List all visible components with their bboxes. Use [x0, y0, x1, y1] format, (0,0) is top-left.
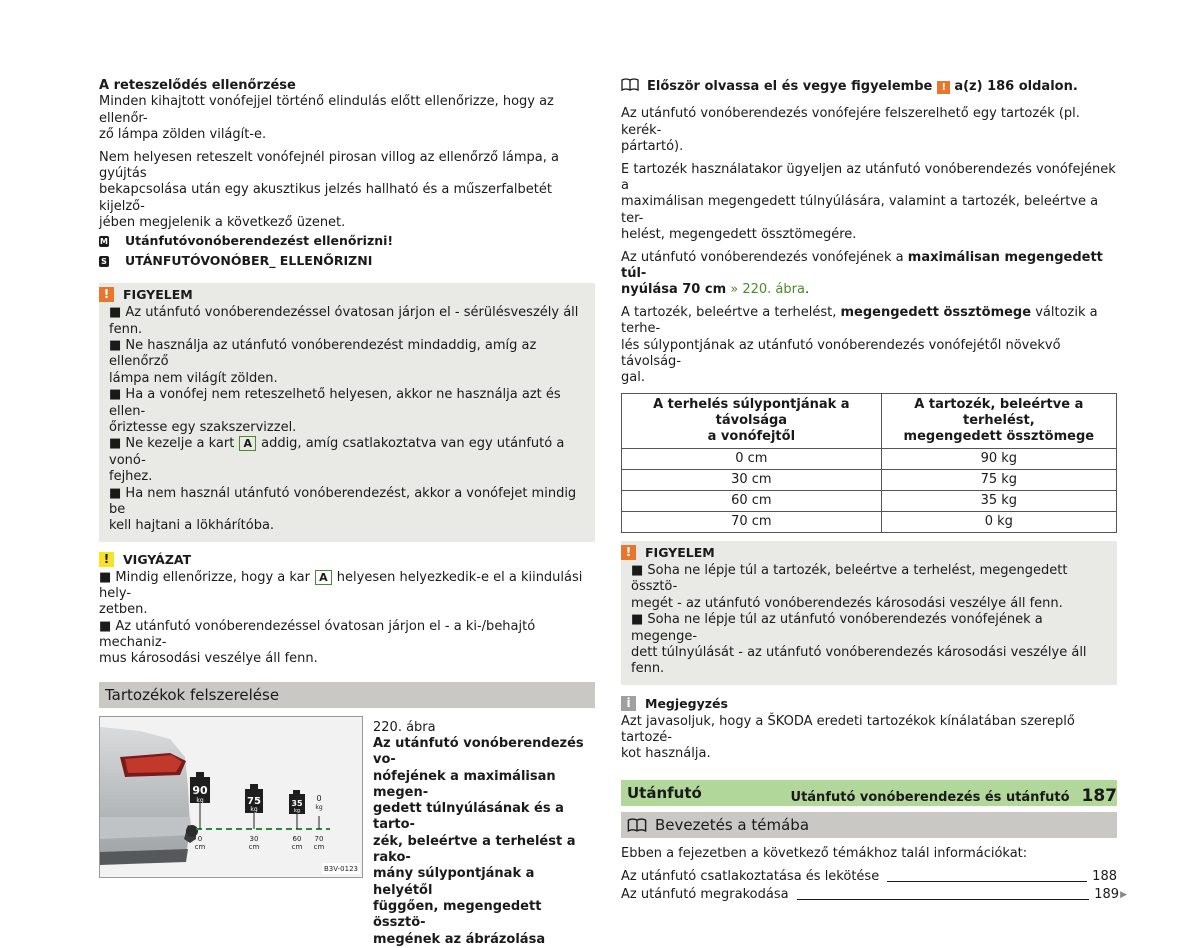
- warning-line: dett túlnyúlását - az utánfutó vonóberendezés károsodási veszélye áll: [631, 645, 1087, 661]
- book-icon: [627, 818, 647, 832]
- svg-text:0: 0: [316, 793, 322, 803]
- right-column: [621, 78, 1127, 904]
- caution-icon: !: [99, 552, 114, 567]
- intro-text: Ebben a fejezetben a következő témákhoz talál információkat:: [621, 845, 1028, 861]
- para-1: Az utánfutó vonóberendezés vonófejére felszerelhető egy tartozék (pl. kerék-: [621, 106, 1080, 138]
- caption-line: gedett túlnyúlásának és a tarto-: [373, 801, 564, 833]
- left-column: [99, 78, 595, 948]
- lock-check-title: A reteszelődés ellenőrzése: [99, 78, 296, 93]
- caution-title: VIGYÁZAT: [123, 551, 192, 567]
- first-read-note: Először olvassa el és vegye figyelembe ! a(z) 186 oldalon.: [621, 78, 1117, 96]
- book-icon: [621, 78, 639, 96]
- svg-text:75: 75: [247, 795, 261, 807]
- info-icon: i: [621, 696, 636, 711]
- warning-line: lámpa nem világít zölden.: [109, 370, 278, 386]
- figure-caption: [373, 716, 586, 948]
- caution-line: mus károsodási veszélye áll fenn.: [99, 651, 318, 667]
- warning-line: fenn.: [109, 321, 143, 337]
- caution-line-lever: ■ Mindig ellenőrizze, hogy a kar A helyesen helyezkedik-e el a kiindulási hely-: [99, 569, 583, 602]
- para-4b: lés súlypontjának az utánfutó vonóberendezés vonófejétől növekvő távolság-: [621, 337, 1061, 369]
- toc-label[interactable]: Az utánfutó megrakodása: [621, 887, 789, 903]
- note-block: [621, 696, 1117, 763]
- warning-body: [109, 305, 585, 535]
- warning-line: ■ Az utánfutó vonóberendezéssel óvatosan járjon el - sérülésveszély áll: [109, 305, 579, 321]
- footer-title: Utánfutó vonóberendezés és utánfutó: [790, 790, 1070, 805]
- warning-icon: !: [937, 81, 950, 94]
- message-text: UTÁNFUTÓVONÓBER_ ELLENŐRIZNI: [125, 253, 373, 269]
- intro-section-bar: [621, 812, 1117, 838]
- svg-text:0: 0: [197, 834, 203, 843]
- chapter-title-trailer: Utánfutó: [621, 780, 1117, 806]
- para-3: Az utánfutó vonóberendezés vonófejének a maximálisan megengedett túl-: [621, 249, 1103, 281]
- warning-box: [99, 283, 595, 542]
- table-header-row: [622, 394, 1117, 449]
- lever-a-marker: A: [239, 436, 256, 451]
- caption-line: mány súlypontjának a helyétől: [373, 866, 535, 898]
- caution-line: ■ Az utánfutó vonóberendezéssel óvatosan járjon el - a ki-/behajtó mechaniz-: [99, 618, 536, 651]
- lock-check-p2-2: bekapcsolása után egy akusztikus jelzés hallható és a műszerfalbetét kijelző-: [99, 182, 552, 214]
- warning-header: [621, 545, 1107, 560]
- warning-box-right: [621, 541, 1117, 685]
- warning-title: FIGYELEM: [123, 287, 193, 303]
- svg-text:cm: cm: [194, 842, 206, 851]
- message-text: Utánfutóvonóberendezést ellenőrizni!: [125, 233, 394, 249]
- figure-image: [99, 716, 363, 878]
- table-header: A terhelés súlypontjának a távolsága a vonófejtől: [622, 394, 882, 449]
- svg-text:cm: cm: [248, 842, 260, 851]
- display-m-icon: M: [100, 236, 108, 246]
- para-2: E tartozék használatakor ügyeljen az utánfutó vonóberendezés vonófejének a: [621, 161, 1116, 193]
- table-row: 0 cm 90 kg: [622, 449, 1117, 470]
- toc-page[interactable]: 189: [1094, 887, 1120, 903]
- figure-label: 220. ábra: [373, 719, 436, 735]
- page-number: 187: [1081, 786, 1117, 806]
- display-messages: [99, 231, 595, 271]
- lock-check-text: Minden kihajtott vonófejjel történő elindulás előtt ellenőrizze, hogy az ellenőr-: [99, 94, 554, 126]
- toc-item[interactable]: [621, 886, 1127, 904]
- svg-text:90: 90: [192, 783, 208, 797]
- display-s-icon: S: [99, 256, 109, 267]
- warning-line: ■ Ha a vonófej nem reteszelhető helyesen, akkor ne használja azt és ellen-: [109, 387, 561, 419]
- warning-icon: !: [99, 287, 114, 302]
- warning-line: megét - az utánfutó vonóberendezés károsodási veszélye áll fenn.: [631, 595, 1063, 611]
- toc-leader: [797, 899, 1090, 900]
- warning-line: kell hajtani a lökhárítóba.: [109, 518, 275, 534]
- toc-page[interactable]: 188: [1092, 869, 1117, 885]
- warning-icon: !: [621, 545, 636, 560]
- svg-text:kg: kg: [293, 807, 301, 814]
- svg-text:35: 35: [291, 798, 303, 808]
- lock-check-text-2: ző lámpa zölden világít-e.: [99, 126, 267, 142]
- table-row: 30 cm 75 kg: [622, 470, 1117, 491]
- warning-line: ■ Soha ne lépje túl az utánfutó vonóberendezés vonófejének a megenge-: [631, 612, 1043, 644]
- figure-code: B3V-0123: [324, 864, 358, 873]
- toc-label[interactable]: Az utánfutó csatlakoztatása és lekötése: [621, 869, 880, 885]
- svg-text:30: 30: [249, 834, 259, 843]
- table-row: 70 cm 0 kg: [622, 512, 1117, 533]
- caption-line: zék, beleértve a terhelést a rako-: [373, 833, 576, 866]
- weight-table: [621, 393, 1117, 533]
- page-footer: [791, 786, 1117, 806]
- warning-title: FIGYELEM: [645, 545, 715, 561]
- svg-text:70: 70: [314, 834, 324, 843]
- svg-text:cm: cm: [313, 842, 325, 851]
- warning-line: ■ Soha ne lépje túl a tartozék, beleértve a terhelést, megengedett össztö-: [631, 563, 1068, 595]
- warning-line: fejhez.: [109, 469, 153, 485]
- warning-line-lever: ■ Ne kezelje a kart A addig, amíg csatlakoztatva van egy utánfutó a vonó-: [109, 436, 565, 468]
- lever-a-marker: A: [315, 570, 332, 585]
- svg-text:cm: cm: [291, 842, 303, 851]
- tow-bar-illustration: [100, 717, 362, 877]
- caption-line: nófejének a maximálisan megen-: [373, 768, 556, 800]
- next-page-arrow-icon: ▶: [1120, 890, 1127, 901]
- para-1b: pártartó).: [621, 138, 684, 154]
- figure-reference-link[interactable]: » 220. ábra: [726, 282, 805, 298]
- lock-check-p2-3: jében megjelenik a következő üzenet.: [99, 214, 346, 230]
- toc-leader: [887, 881, 1087, 882]
- para-2b: maximálisan megengedett túlnyúlására, valamint a tartozék, beleértve a ter-: [621, 194, 1099, 226]
- svg-text:kg: kg: [196, 796, 204, 804]
- svg-text:kg: kg: [250, 805, 258, 813]
- table-header: A tartozék, beleértve a terhelést, megengedett össztömege: [881, 394, 1116, 449]
- caption-line: Az utánfutó vonóberendezés vo-: [373, 735, 584, 768]
- svg-text:60: 60: [292, 834, 302, 843]
- caution-block: [99, 552, 595, 668]
- para-2c: helést, megengedett össztömegére.: [621, 226, 857, 242]
- note-title: Megjegyzés: [645, 695, 728, 711]
- caution-line: zetben.: [99, 602, 148, 618]
- table-row: 60 cm 35 kg: [622, 491, 1117, 512]
- warning-line: ■ Ne használja az utánfutó vonóberendezést mindaddig, amíg az ellenőrző: [109, 337, 537, 370]
- note-line: Azt javasoljuk, hogy a ŠKODA eredeti tartozékok kínálatában szereplő tartozé-: [621, 713, 1075, 746]
- note-line: kot használja.: [621, 746, 711, 762]
- svg-text:kg: kg: [315, 803, 323, 811]
- toc-item[interactable]: [621, 868, 1117, 886]
- para-4: A tartozék, beleértve a terhelést, megengedett össztömege változik a terhe-: [621, 305, 1098, 337]
- message-row: [99, 251, 595, 271]
- warning-header: [99, 287, 585, 302]
- warning-body: [631, 563, 1107, 678]
- message-row: [99, 231, 595, 251]
- section-title-accessories: Tartozékok felszerelése: [99, 682, 595, 708]
- caption-line: megének az ábrázolása: [373, 931, 546, 947]
- warning-line: ■ Ha nem használ utánfutó vonóberendezést, akkor a vonófejet mindig be: [109, 485, 577, 518]
- figure-220: [99, 716, 595, 948]
- para-3b: nyúlása 70 cm » 220. ábra.: [621, 282, 810, 298]
- warning-line: fenn.: [631, 661, 665, 677]
- intro-title: Bevezetés a témába: [655, 815, 810, 834]
- lock-check-p2-1: Nem helyesen reteszelt vonófejnél pirosan villog az ellenőrző lámpa, a gyújtás: [99, 149, 559, 181]
- note-header: [621, 696, 1117, 711]
- warning-line: őriztesse egy szakszervizzel.: [109, 420, 297, 436]
- para-4c: gal.: [621, 370, 645, 386]
- caution-header: [99, 552, 595, 567]
- caption-line: függően, megengedett össztö-: [373, 898, 542, 931]
